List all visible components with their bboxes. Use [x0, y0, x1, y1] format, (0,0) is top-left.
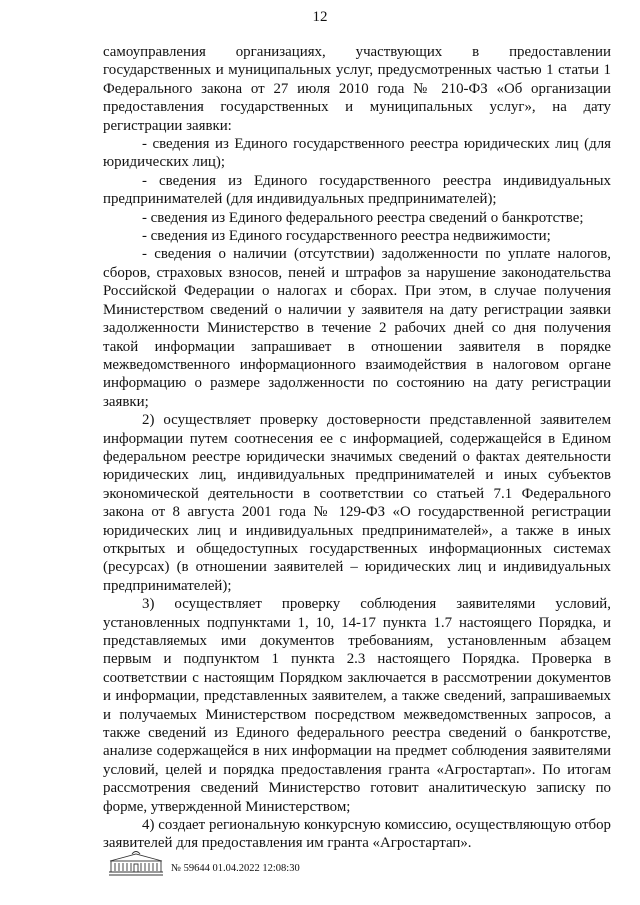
paragraph: - сведения из Единого государственного реестра индивидуальных предпринимателей (для индивидуальных предпринимателей); [103, 172, 611, 208]
document-body [103, 43, 611, 853]
paragraph: 3) осуществляет проверку соблюдения заявителями условий, установленных подпунктами 1, 10, 14-17 пункта 1.7 настоящего Порядка, и представляемых ими документов требованиям, установленным абзацем первым и подпунктом 1 пункта 2.3 настоящего Порядка. Проверка в соответствии с настоящим Порядком заключается в рассмотрении документов и информации, представленных заявителем, а также сведений, запрашиваемых и получаемых Министерством посредством межведомственных запросов, а также сведений из Единого федерального реестра сведений о банкротстве, анализе содержащейся в них информации на предмет соблюдения заявителями условий, целей и порядка предоставления гранта «Агростартап». По итогам рассмотрения сведений Министерство готовит аналитическую записку по форме, утвержденной Министерством; [103, 596, 611, 815]
paragraph: - сведения из Единого государственного реестра недвижимости; [142, 228, 551, 245]
paragraph: самоуправления организациях, участвующих в предоставлении государственных и муниципальных услуг, предусмотренных частью 1 статьи 1 Федерального закона от 27 июля 2010 года № 210-ФЗ «Об организации предоставления государственных и муниципальных услуг», на дату регистрации заявки: [103, 44, 611, 134]
parliament-building-icon [107, 848, 165, 878]
paragraph: 4) создает региональную конкурсную комиссию, осуществляющую отбор заявителей для предоставления им гранта «Агростартап». [103, 817, 611, 852]
registration-stamp: № 59644 01.04.2022 12:08:30 [171, 863, 300, 874]
paragraph: - сведения из Единого федерального реестра сведений о банкротстве; [142, 209, 584, 226]
page-number: 12 [312, 9, 328, 25]
paragraph: - сведения о наличии (отсутствии) задолженности по уплате налогов, сборов, страховых взносов, пеней и штрафов за нарушение законодательства Российской Федерации о налогах и сборах. При этом, в случае получения Министерством сведений о наличии у заявителя на дату регистрации заявки задолженности Министерство в течение 2 рабочих дней со дня получения такой информации запрашивает в отношении заявителя в порядке межведомственного информационного взаимодействия в налоговом органе информацию о размере задолженности по состоянию на дату регистрации заявки; [103, 246, 611, 410]
paragraph: - сведения из Единого государственного реестра юридических лиц (для юридических лиц); [103, 136, 611, 171]
paragraph: 2) осуществляет проверку достоверности представленной заявителем информации путем соотнесения ее с информацией, содержащейся в Едином федеральном реестре юридически значимых сведений о фактах деятельности юридических лиц, индивидуальных предпринимателей и иных субъектов экономической деятельности в соответствии со статьей 7.1 Федерального закона от 8 августа 2001 года № 129-ФЗ «О государственной регистрации юридических лиц и индивидуальных предпринимателей», а также в иных открытых и общедоступных государственных информационных системах (ресурсах) (в отношении заявителей – юридических лиц и индивидуальных предпринимателей); [103, 412, 611, 594]
